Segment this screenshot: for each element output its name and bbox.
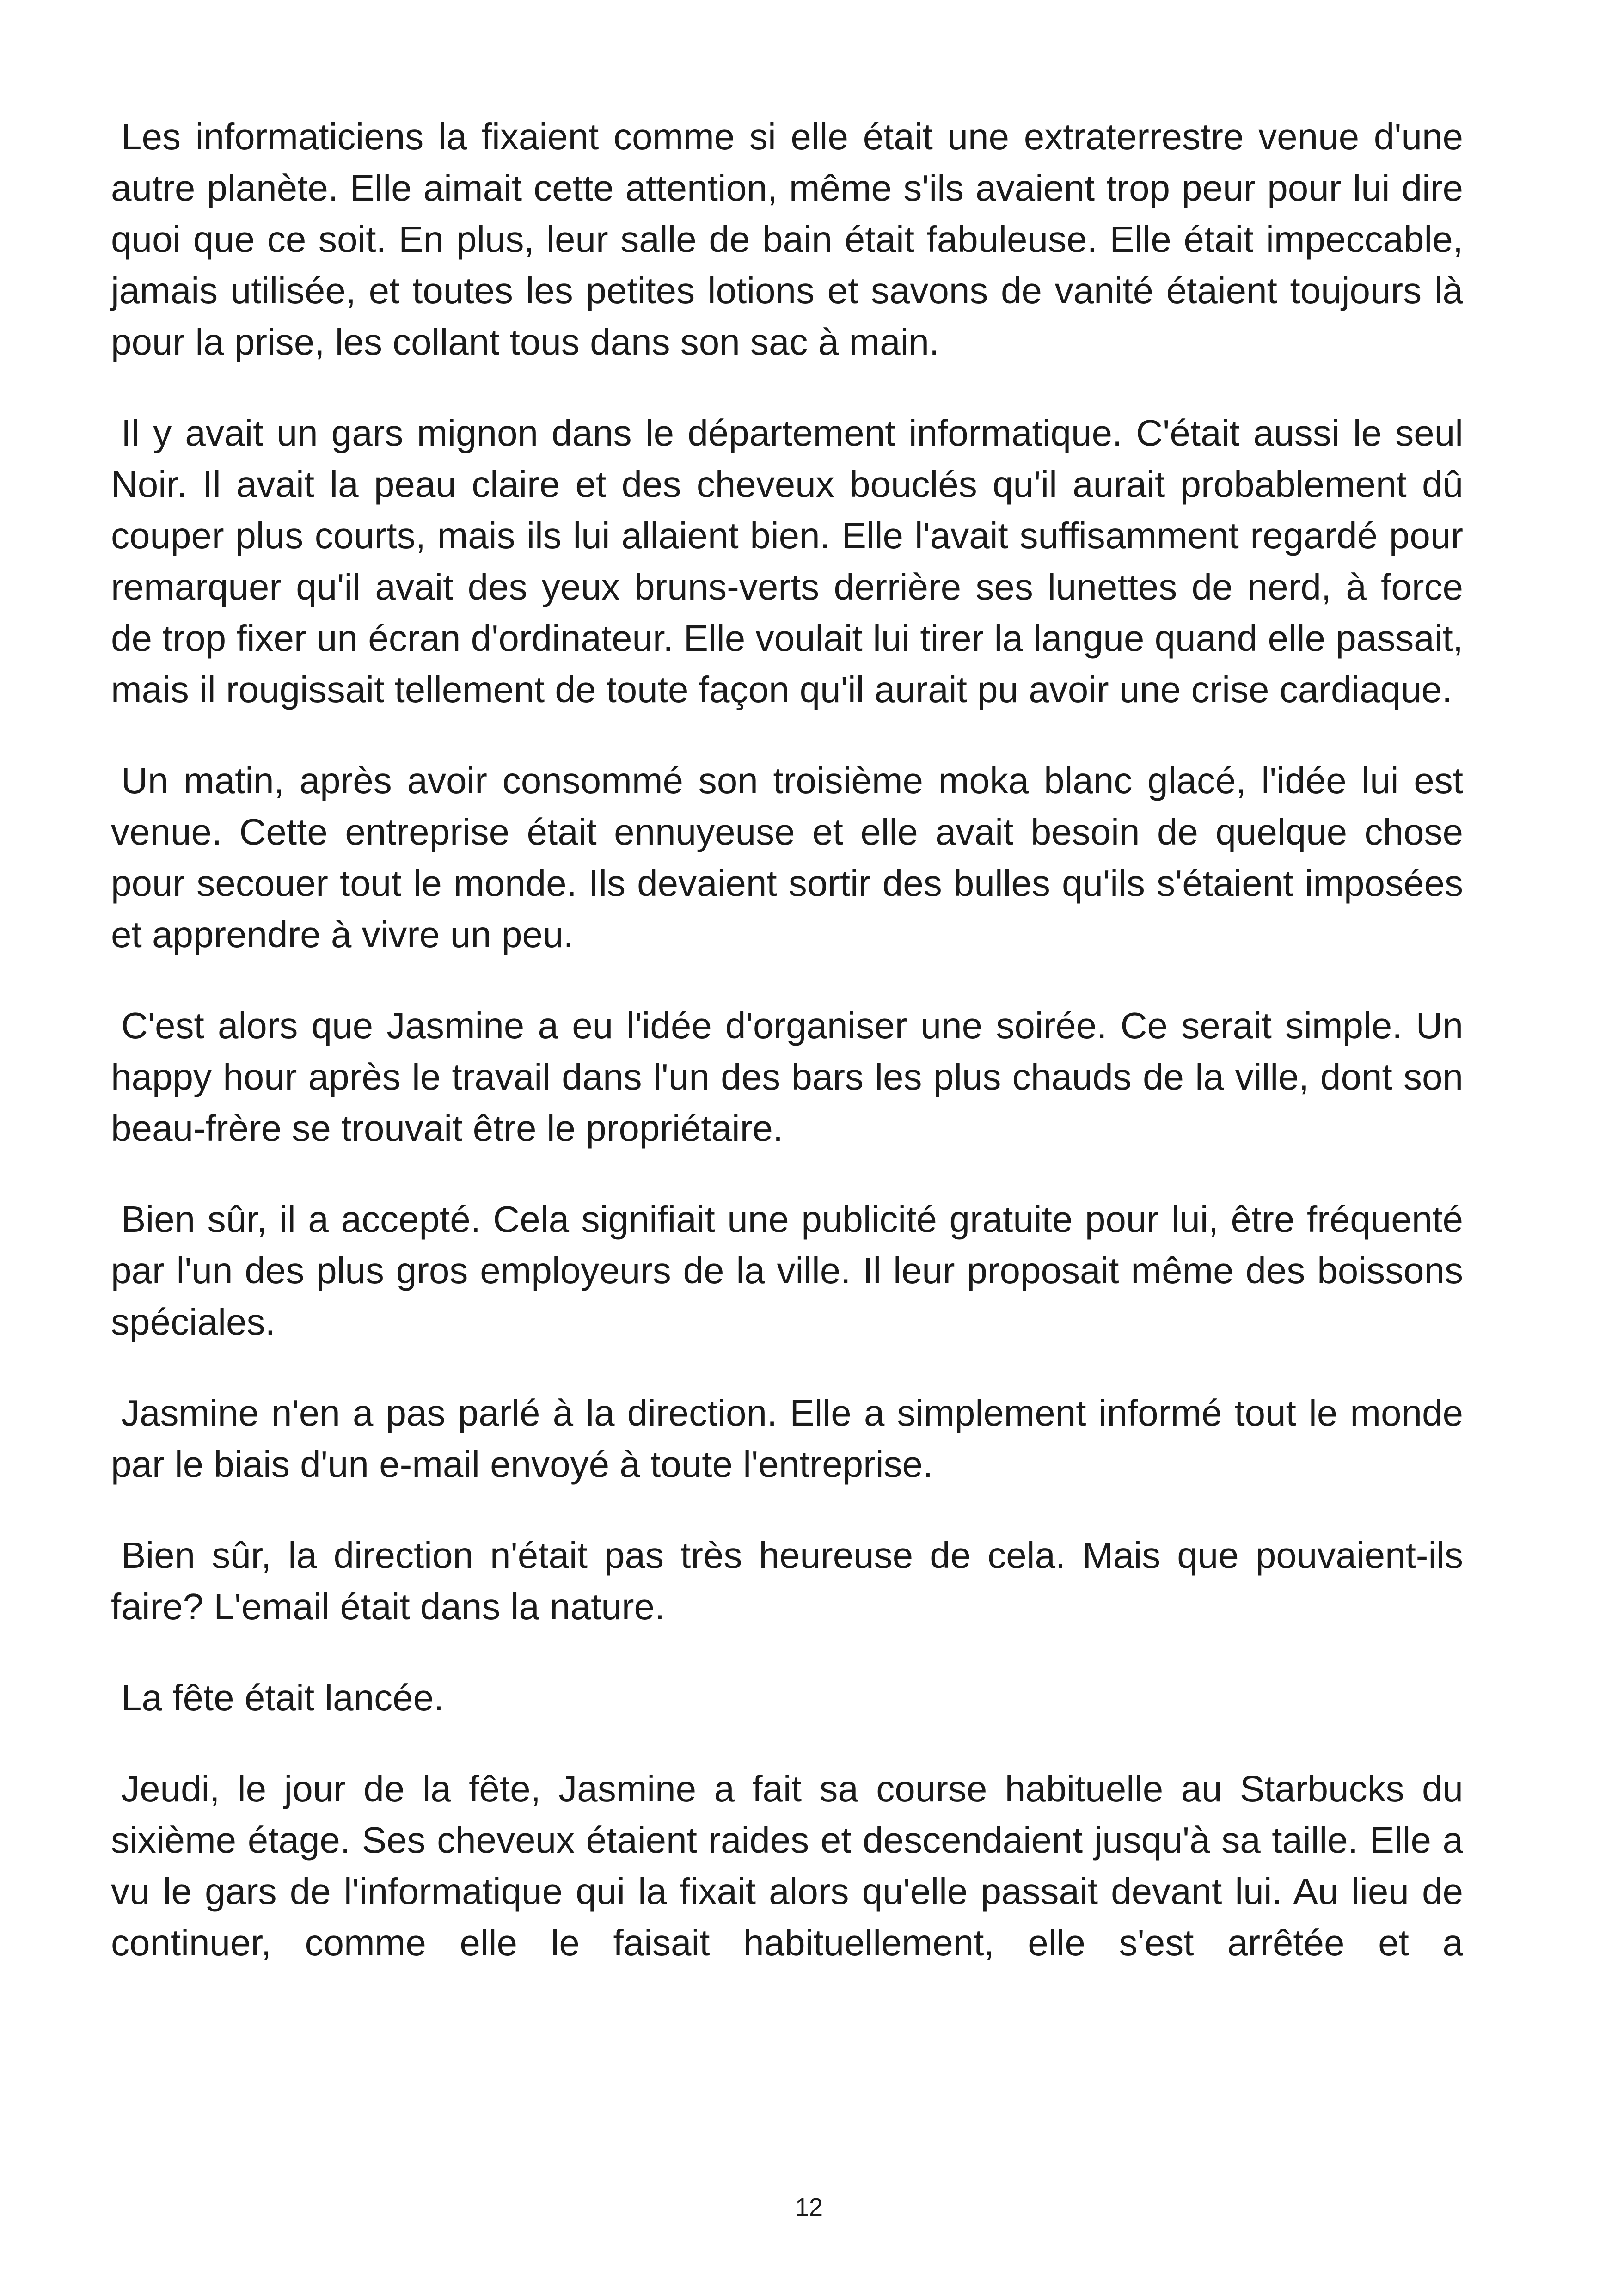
paragraph-5: Bien sûr, il a accepté. Cela signifiait une publicité gratuite pour lui, être fréquenté par l'un des plus gros employeurs de la ville. Il leur proposait même des boissons spéciales.	[111, 1199, 1463, 1342]
paragraph-1: Les informaticiens la fixaient comme si elle était une extraterrestre venue d'une autre planète. Elle aimait cette attention, même s'ils avaient trop peur pour lui dire quoi que ce soit. En plus, leur salle de bain était fabuleuse. Elle était impeccable, jamais utilisée, et toutes les petites lotions et savons de vanité étaient toujours là pour la prise, les collant tous dans son sac à main.	[111, 116, 1463, 362]
paragraph-6: Jasmine n'en a pas parlé à la direction. Elle a simplement informé tout le monde par le biais d'un e-mail envoyé à toute l'entreprise.	[111, 1392, 1463, 1485]
paragraph-3: Un matin, après avoir consommé son troisième moka blanc glacé, l'idée lui est venue. Cette entreprise était ennuyeuse et elle avait besoin de quelque chose pour secouer tout le monde. Ils devaient sortir des bulles qu'ils s'étaient imposées et apprendre à vivre un peu.	[111, 760, 1463, 955]
paragraph-8: La fête était lancée.	[121, 1677, 444, 1718]
paragraph-7: Bien sûr, la direction n'était pas très heureuse de cela. Mais que pouvaient-ils faire? L'email était dans la nature.	[111, 1535, 1463, 1627]
paragraph-2: Il y avait un gars mignon dans le département informatique. C'était aussi le seul Noir. Il avait la peau claire et des cheveux bouclés qu'il aurait probablement dû couper plus courts, mais ils lui allaient bien. Elle l'avait suffisamment regardé pour remarquer qu'il avait des yeux bruns-verts derrière ses lunettes de nerd, à force de trop fixer un écran d'ordinateur. Elle voulait lui tirer la langue quand elle passait, mais il rougissait tellement de toute façon qu'il aurait pu avoir une crise cardiaque.	[111, 412, 1463, 710]
page-number: 12	[795, 2193, 823, 2221]
paragraph-4: C'est alors que Jasmine a eu l'idée d'organiser une soirée. Ce serait simple. Un happy hour après le travail dans l'un des bars les plus chauds de la ville, dont son beau-frère se trouvait être le propriétaire.	[111, 1005, 1463, 1149]
paragraph-9: Jeudi, le jour de la fête, Jasmine a fait sa course habituelle au Starbucks du sixième étage. Ses cheveux étaient raides et descendaient jusqu'à sa taille. Elle a vu le gars de l'informatique qui la fixait alors qu'elle passait devant lui. Au lieu de continuer, comme elle le faisait habituellement, elle s'est arrêtée et a	[111, 1768, 1463, 1963]
body-text	[111, 111, 1463, 1968]
